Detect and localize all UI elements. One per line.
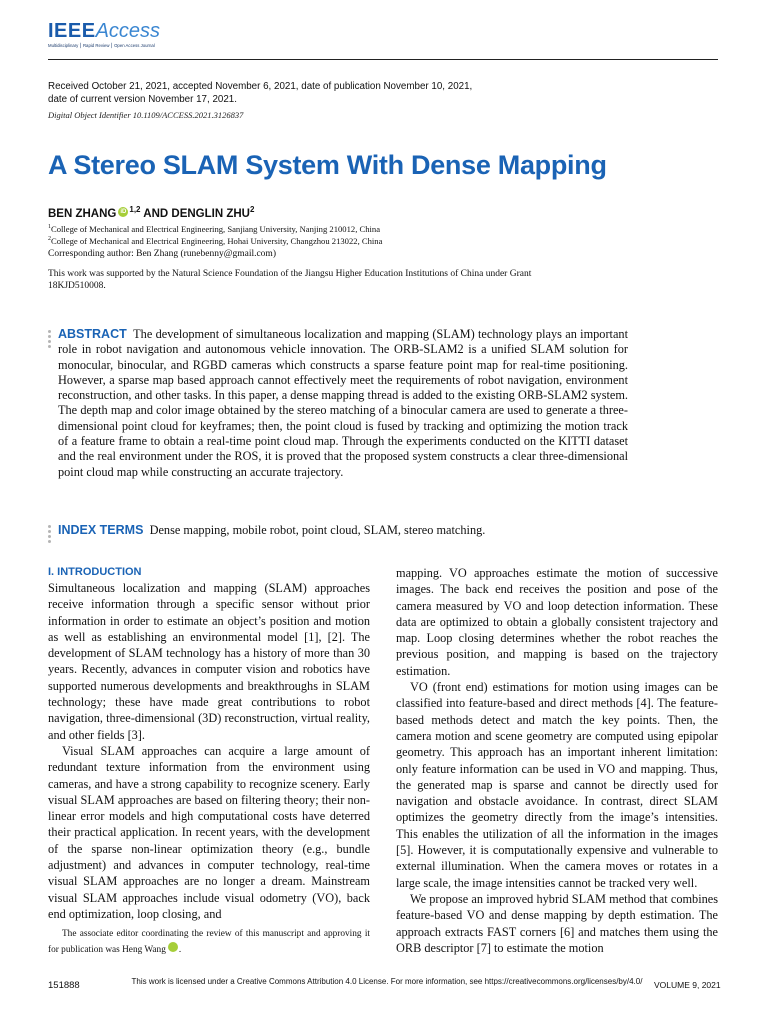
author-1-affil: 1,2 — [129, 205, 141, 214]
abstract-text: The development of simultaneous localization and mapping (SLAM) technology plays an important role in robot navigation and autonomous vehicle innovation. The ORB-SLAM2 is a unified SLAM solution for monocular, binocular, and RGBD cameras which constructs a sparse feature point map for real-time positioning. However, a sparse map based approach cannot effectively meet the requirements of robot navigation, environment reconstruction, and other tasks. In this paper, a dense mapping thread is added to the existing ORB-SLAM2 system. The depth map and color image obtained by the stereo matching of a binocular camera are used to generate a three-dimensional point cloud for keyframes; then, the point cloud is fused by tracking and optimizing the motion track of a feature frame to obtain a real-time point cloud map. Through the experiments conducted on the KITTI dataset and the real environment under the ROS, it is proved that the proposed system constructs a clear three-dimensional point cloud map while constructing an accurate trajectory. — [58, 327, 628, 479]
intro-paragraph-5: We propose an improved hybrid SLAM method that combines feature-based VO and dense mapping by depth estimation. The approach extracts FAST corners [6] and matches them using the ORB descriptor [7] to estimate the motion — [396, 891, 718, 955]
corresponding-author: Corresponding author: Ben Zhang (runebenny@gmail.com) — [48, 249, 276, 259]
journal-logo — [48, 20, 160, 49]
logo-brand-bold: IEEE — [48, 20, 96, 42]
received-dates: Received October 21, 2021, accepted November 6, 2021, date of publication November 10, 2021, date of current version November 17, 2021. — [48, 81, 473, 105]
authors — [48, 205, 254, 220]
abstract-dots-icon — [48, 330, 52, 350]
intro-paragraph-1: Simultaneous localization and mapping (SLAM) approaches receive information through a specific sensor without prior information in order to estimate an object’s position and motion as well as establishing an environmental model [1], [2]. The development of SLAM technology has a history of more than 30 years. Recently, advances in computer vision and robotics have supported numerous developments and breakthroughs in SLAM technology; these have made great contributions to robot navigation, three-dimensional (3D) reconstruction, virtual reality, and other fields [3]. — [48, 581, 370, 742]
license-line[interactable]: This work is licensed under a Creative Commons Attribution 4.0 License. For more information, see https://creativecommons.org/licenses/by/4.0/ — [131, 977, 643, 986]
intro-paragraph-4: VO (front end) estimations for motion using images can be classified into feature-based and direct methods [4]. The feature-based methods detect and match the key points. Then, the camera motion and scene geometry are computed using epipolar geometry. This approach has an important inherent limitation: only feature information can be used in VO and mapping. Thus, the generated map is sparse and cannot be directly used for navigation and obstacle avoidance. In contrast, direct SLAM optimizes the geometry directly from the image’s intensities. This enables the utilization of all the information in the images [5]. However, it is computationally expensive and vulnerable to external illumination. When the camera moves or rotates in a large scale, the image intensities cannot be tracked very well. — [396, 680, 718, 890]
affiliation-1-sup: 1 — [48, 224, 51, 230]
affiliation-2-text: College of Mechanical and Electrical Engineering, Hohai University, Changzhou 213022, China — [51, 235, 383, 246]
intro-paragraph-2: Visual SLAM approaches can acquire a large amount of redundant texture information from the environment using cameras, and have a strong capability to recognize scenery. Early visual SLAM approaches are based on filtering theory; their non-linear error models and high computational costs have deterred their practical application. In recent years, with the development of the sparse non-linear optimization theory (e.g., bundle adjustment) and advances in computer technology, real-time visual SLAM approaches are no longer a dream. Mainstream visual SLAM approaches include visual odometry (VO), back end optimization, loop closing, and — [48, 743, 370, 921]
abstract — [58, 327, 628, 480]
editor-orcid-icon[interactable]: iD — [168, 942, 178, 952]
index-terms-label: INDEX TERMS — [58, 523, 144, 537]
affiliation-1 — [48, 222, 380, 235]
index-terms-dots-icon — [48, 525, 52, 545]
affiliation-2 — [48, 234, 382, 247]
author-1-name: BEN ZHANG — [48, 207, 117, 220]
column-left — [48, 565, 370, 922]
page-number: 151888 — [48, 980, 80, 991]
index-terms — [58, 523, 628, 538]
paper-title: A Stereo SLAM System With Dense Mapping — [48, 150, 607, 180]
intro-paragraph-3: mapping. VO approaches estimate the motion of successive images. The back end receives the position and pose of the camera measured by VO and loop detection information. These data are optimized to obtain a globally consistent trajectory and map. Loop closing determines whether the robot reaches the previous position, and mapping is based on the trajectory estimation. — [396, 566, 718, 678]
column-right — [396, 565, 718, 956]
funding-note: This work was supported by the Natural Science Foundation of the Jiangsu Higher Education Institutions of China under Grant 18KJD510008. — [48, 269, 532, 291]
affiliation-1-text: College of Mechanical and Electrical Engineering, Sanjiang University, Nanjing 210012, China — [51, 223, 381, 234]
header-rule — [48, 59, 718, 60]
index-terms-text: Dense mapping, mobile robot, point cloud, SLAM, stereo matching. — [149, 523, 486, 537]
doi: Digital Object Identifier 10.1109/ACCESS.2021.3126837 — [48, 110, 244, 120]
section-heading: I. INTRODUCTION — [48, 566, 142, 578]
affiliation-2-sup: 2 — [48, 236, 51, 242]
editor-footnote: The associate editor coordinating the review of this manuscript and approving it for publication was Heng Wang iD. — [48, 929, 370, 955]
orcid-icon[interactable]: iD — [120, 208, 127, 215]
editor-footnote-text: The associate editor coordinating the review of this manuscript and approving it for publication was Heng Wang — [48, 929, 370, 955]
logo-brand-italic: Access — [95, 20, 161, 42]
volume-label: VOLUME 9, 2021 — [654, 980, 721, 990]
logo-tagline: Multidisciplinary ⎮ Rapid Review ⎮ Open Access Journal — [48, 43, 155, 48]
author-2-affil: 2 — [249, 205, 255, 214]
abstract-label: ABSTRACT — [58, 327, 127, 341]
author-2-name: AND DENGLIN ZHU — [143, 207, 250, 220]
